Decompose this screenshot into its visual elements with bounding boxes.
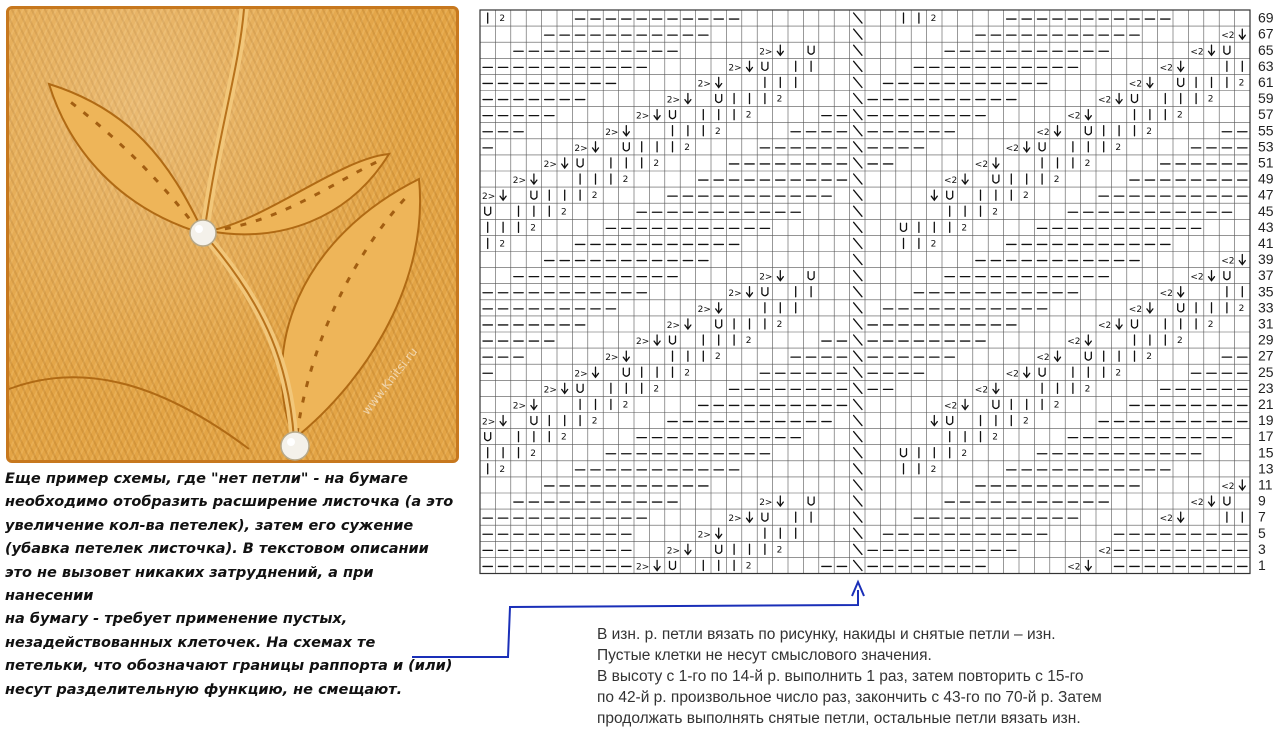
down-arrow-mark — [1055, 126, 1061, 136]
row-label: 27 — [1258, 347, 1274, 364]
slipped-stitch-mark — [854, 126, 862, 136]
yarn-over-mark — [993, 175, 999, 183]
slipped-stitch-mark — [854, 432, 862, 442]
decrease-mark: 2> — [728, 288, 742, 299]
mirror-decrease-mark: 2 — [930, 14, 937, 25]
slipped-stitch-mark — [854, 416, 862, 426]
mirror-decrease-mark: 2 — [930, 239, 937, 250]
down-arrow-mark — [931, 190, 937, 200]
down-arrow-mark — [777, 496, 783, 506]
down-arrow-mark — [1239, 480, 1245, 490]
yarn-over-mark — [1178, 78, 1184, 86]
slipped-stitch-mark — [854, 464, 862, 474]
decrease-mark: <2 — [1190, 498, 1204, 509]
yarn-over-mark — [1039, 143, 1045, 151]
row-label: 43 — [1258, 218, 1274, 235]
mirror-decrease-mark: 2 — [992, 432, 998, 443]
decrease-mark: <2 — [1098, 95, 1112, 106]
slipped-stitch-mark — [854, 110, 862, 120]
slipped-stitch-mark — [854, 383, 862, 393]
mirror-decrease-mark: 2 — [745, 110, 752, 121]
yarn-over-mark — [901, 223, 907, 231]
mirror-decrease-mark: 2 — [776, 94, 783, 105]
decrease-mark: 2> — [574, 143, 588, 154]
yarn-over-mark — [993, 400, 999, 408]
row-label: 15 — [1258, 444, 1274, 461]
mirror-decrease-mark: 2 — [591, 416, 598, 427]
decrease-mark: <2 — [944, 401, 958, 412]
down-arrow-mark — [931, 416, 937, 426]
slipped-stitch-mark — [854, 351, 862, 361]
mirror-decrease-mark: 2 — [622, 175, 629, 186]
mirror-decrease-mark: 2 — [561, 432, 567, 443]
row-label: 17 — [1258, 428, 1274, 445]
decrease-mark: <2 — [1159, 514, 1173, 525]
decrease-mark: <2 — [1067, 111, 1081, 122]
down-arrow-mark — [1178, 287, 1184, 297]
down-arrow-mark — [593, 142, 599, 152]
description-line: необходимо отобразить расширение листочка (а это — [5, 494, 454, 511]
row-label: 33 — [1258, 299, 1274, 316]
description-line: петельки, что обозначают границы раппорта и (или) — [5, 658, 453, 675]
row-label: 69 — [1258, 9, 1274, 26]
decrease-mark: <2 — [1128, 79, 1143, 90]
decrease-mark: 2> — [697, 530, 711, 541]
yarn-over-mark — [1039, 368, 1045, 376]
down-arrow-mark — [623, 126, 629, 136]
yarn-over-mark — [623, 143, 629, 151]
decrease-mark: <2 — [1067, 337, 1081, 348]
mirror-decrease-mark: 2 — [684, 142, 690, 153]
down-arrow-mark — [562, 158, 568, 168]
row-label: 21 — [1258, 395, 1274, 412]
down-arrow-mark — [1085, 110, 1091, 120]
mirror-decrease-mark: 2 — [776, 545, 783, 556]
decrease-mark: <2 — [1190, 272, 1204, 283]
yarn-over-mark — [623, 368, 629, 376]
slipped-stitch-mark — [854, 142, 862, 152]
mirror-decrease-mark: 2 — [622, 400, 629, 411]
description-line: незадействованных клеточек. На схемах те — [5, 634, 376, 651]
down-arrow-mark — [993, 383, 999, 393]
mirror-decrease-mark: 2 — [1238, 78, 1245, 89]
mirror-decrease-mark: 2 — [1146, 126, 1152, 137]
slipped-stitch-mark — [854, 528, 862, 538]
down-arrow-mark — [747, 61, 753, 71]
row-label: 61 — [1258, 73, 1274, 90]
slipped-stitch-mark — [854, 206, 862, 216]
yarn-over-mark — [1224, 272, 1230, 280]
mirror-decrease-mark: 2 — [1207, 320, 1214, 330]
down-arrow-mark — [500, 190, 506, 200]
slipped-stitch-mark — [854, 480, 862, 490]
yarn-over-mark — [716, 545, 722, 553]
row-label: 7 — [1258, 508, 1266, 525]
mirror-decrease-mark: 2 — [776, 320, 783, 330]
slipped-stitch-mark — [854, 255, 862, 265]
row-label: 5 — [1258, 524, 1266, 541]
chart-symbols — [482, 13, 1247, 573]
row-label: 9 — [1258, 492, 1266, 509]
yarn-over-mark — [577, 159, 583, 167]
down-arrow-mark — [1085, 335, 1091, 345]
yarn-over-mark — [1132, 95, 1138, 103]
yarn-over-mark — [1224, 497, 1230, 505]
decrease-mark: 2> — [728, 63, 742, 74]
decrease-mark: <2 — [1005, 143, 1019, 154]
mirror-decrease-mark: 2 — [1177, 110, 1183, 121]
row-label: 13 — [1258, 460, 1274, 477]
mirror-decrease-mark: 2 — [1023, 416, 1029, 427]
decrease-mark: <2 — [1005, 369, 1019, 380]
yarn-over-mark — [531, 417, 537, 425]
mirror-decrease-mark: 2 — [1053, 175, 1060, 186]
mirror-decrease-mark: 2 — [1084, 384, 1091, 395]
down-arrow-mark — [685, 94, 691, 104]
decrease-mark: 2> — [759, 498, 773, 509]
row-label: 11 — [1258, 476, 1273, 493]
decrease-mark: <2 — [944, 176, 958, 187]
decrease-mark: <2 — [1067, 562, 1081, 573]
row-label: 53 — [1258, 138, 1274, 155]
slipped-stitch-mark — [854, 61, 862, 71]
decrease-mark: 2> — [605, 127, 619, 138]
decrease-mark: 2> — [512, 176, 527, 187]
decrease-mark: <2 — [1159, 288, 1173, 299]
down-arrow-mark — [1209, 45, 1215, 55]
down-arrow-mark — [531, 399, 537, 409]
decrease-mark: 2> — [666, 546, 681, 557]
decrease-mark: <2 — [1036, 353, 1050, 364]
description-line: на бумагу - требует применение пустых, — [5, 611, 348, 628]
slipped-stitch-mark — [854, 222, 862, 232]
slipped-stitch-mark — [854, 496, 862, 506]
decrease-mark: 2> — [697, 79, 711, 90]
mirror-decrease-mark: 2 — [591, 191, 598, 202]
mirror-decrease-mark: 2 — [1207, 94, 1214, 105]
slipped-stitch-mark — [854, 303, 862, 313]
decrease-mark: <2 — [1221, 256, 1235, 267]
yarn-over-mark — [716, 320, 722, 328]
knitting-chart — [478, 8, 1274, 583]
yarn-over-mark — [531, 191, 537, 199]
down-arrow-mark — [747, 512, 753, 522]
decrease-mark: 2> — [759, 272, 773, 283]
knitted-leaf-photo — [6, 6, 459, 463]
description-line: увеличение кол-ва петелек), затем его сужение — [5, 517, 414, 534]
down-arrow-mark — [623, 351, 629, 361]
slipped-stitch-mark — [854, 319, 862, 329]
description-text — [5, 468, 467, 702]
slipped-stitch-mark — [854, 544, 862, 554]
decrease-mark: 2> — [636, 111, 650, 122]
decrease-mark: 2> — [636, 337, 650, 348]
decrease-mark: 2> — [482, 192, 496, 203]
row-label: 67 — [1258, 25, 1274, 42]
description-line: это не вызовет никаких затруднений, а при нанесении — [5, 564, 374, 605]
row-label: 63 — [1258, 57, 1274, 74]
down-arrow-mark — [562, 383, 568, 393]
mirror-decrease-mark: 2 — [1053, 400, 1060, 411]
decrease-mark: 2> — [543, 385, 557, 396]
mirror-decrease-mark: 2 — [499, 464, 506, 475]
mirror-decrease-mark: 2 — [1115, 142, 1122, 153]
mirror-decrease-mark: 2 — [715, 126, 721, 137]
slipped-stitch-mark — [854, 29, 862, 39]
yarn-over-mark — [901, 449, 907, 457]
yarn-over-mark — [947, 417, 953, 425]
yarn-over-mark — [1085, 127, 1091, 135]
slipped-stitch-mark — [854, 190, 862, 200]
decrease-mark: 2> — [697, 304, 711, 315]
yarn-over-mark — [1224, 46, 1230, 54]
down-arrow-mark — [593, 367, 599, 377]
yarn-over-mark — [762, 513, 768, 521]
slipped-stitch-mark — [854, 174, 862, 184]
mirror-decrease-mark: 2 — [992, 207, 998, 218]
row-label: 3 — [1258, 540, 1266, 557]
chart-legend — [597, 624, 1237, 729]
yarn-over-mark — [716, 95, 722, 103]
slipped-stitch-mark — [854, 158, 862, 168]
down-arrow-mark — [685, 319, 691, 329]
row-label: 25 — [1258, 363, 1274, 380]
down-arrow-mark — [1024, 142, 1030, 152]
decrease-mark: <2 — [1159, 63, 1173, 74]
yarn-over-mark — [808, 497, 814, 505]
slipped-stitch-mark — [854, 287, 862, 297]
slipped-stitch-mark — [854, 335, 862, 345]
down-arrow-mark — [962, 174, 968, 184]
yarn-over-mark — [670, 336, 676, 344]
row-label: 41 — [1258, 234, 1274, 251]
mirror-decrease-mark: 2 — [561, 207, 567, 218]
legend-line: Пустые клетки не несут смыслового значения. — [597, 647, 932, 664]
slipped-stitch-mark — [854, 560, 862, 570]
decrease-mark: 2> — [759, 47, 773, 58]
down-arrow-mark — [993, 158, 999, 168]
decrease-mark: 2> — [482, 417, 496, 428]
yarn-over-mark — [670, 561, 676, 569]
decrease-mark: <2 — [1221, 31, 1235, 42]
yarn-over-mark — [808, 46, 814, 54]
mirror-decrease-mark: 2 — [745, 561, 752, 572]
slipped-stitch-mark — [854, 448, 862, 458]
yarn-over-mark — [762, 288, 768, 296]
down-arrow-mark — [1209, 271, 1215, 281]
decrease-mark: 2> — [666, 321, 681, 331]
chart-grid — [480, 10, 1250, 574]
mirror-decrease-mark: 2 — [499, 239, 506, 250]
decrease-mark: <2 — [974, 385, 989, 396]
decrease-mark: 2> — [543, 160, 557, 170]
yarn-over-mark — [670, 111, 676, 119]
mirror-decrease-mark: 2 — [684, 368, 690, 379]
decrease-mark: <2 — [1221, 482, 1235, 492]
down-arrow-mark — [716, 528, 722, 538]
legend-line: В высоту с 1-го по 14-й р. выполнить 1 раз, затем повторить с 15-го — [597, 668, 1084, 685]
mirror-decrease-mark: 2 — [961, 448, 968, 459]
row-label: 51 — [1258, 154, 1274, 171]
row-label: 39 — [1258, 251, 1274, 268]
arrow-head-icon — [852, 582, 864, 596]
mirror-decrease-mark: 2 — [530, 448, 536, 459]
mirror-decrease-mark: 2 — [715, 352, 721, 363]
down-arrow-mark — [747, 287, 753, 297]
decrease-mark: <2 — [1036, 127, 1050, 138]
yarn-over-mark — [1132, 320, 1138, 328]
down-arrow-mark — [716, 303, 722, 313]
legend-line: продолжать выполнять снятые петли, остальные петли вязать изн. — [597, 710, 1081, 727]
mirror-decrease-mark: 2 — [1146, 352, 1152, 363]
legend-line: В изн. р. петли вязать по рисунку, накиды и снятые петли – изн. — [597, 626, 1056, 643]
down-arrow-mark — [716, 77, 722, 87]
row-label: 47 — [1258, 186, 1274, 203]
down-arrow-mark — [777, 45, 783, 55]
mirror-decrease-mark: 2 — [1023, 191, 1029, 202]
row-label: 23 — [1258, 379, 1274, 396]
yarn-over-mark — [1178, 304, 1184, 312]
down-arrow-mark — [654, 560, 660, 570]
mirror-decrease-mark: 2 — [1115, 368, 1122, 379]
mirror-decrease-mark: 2 — [930, 464, 937, 475]
mirror-decrease-mark: 2 — [745, 336, 752, 347]
yarn-over-mark — [485, 433, 491, 441]
mirror-decrease-mark: 2 — [530, 223, 536, 234]
mirror-decrease-mark: 2 — [961, 223, 968, 234]
down-arrow-mark — [1209, 496, 1215, 506]
row-label: 19 — [1258, 412, 1274, 429]
yarn-over-mark — [577, 384, 583, 392]
mirror-decrease-mark: 2 — [653, 384, 660, 395]
slipped-stitch-mark — [854, 512, 862, 522]
down-arrow-mark — [1085, 560, 1091, 570]
yarn-over-mark — [1085, 352, 1091, 360]
down-arrow-mark — [654, 110, 660, 120]
slipped-stitch-mark — [854, 77, 862, 87]
mirror-decrease-mark: 2 — [653, 159, 660, 169]
down-arrow-mark — [1178, 512, 1184, 522]
down-arrow-mark — [1024, 367, 1030, 377]
slipped-stitch-mark — [854, 94, 862, 104]
mirror-decrease-mark: 2 — [1177, 336, 1183, 347]
yarn-over-mark — [808, 272, 814, 280]
down-arrow-mark — [1178, 61, 1184, 71]
legend-line: по 42-й р. произвольное число раз, закончить с 43-го по 70-й р. Затем — [597, 689, 1102, 706]
row-label: 45 — [1258, 202, 1274, 219]
down-arrow-mark — [1239, 255, 1245, 265]
decrease-mark: 2> — [512, 401, 527, 412]
row-label: 57 — [1258, 106, 1274, 123]
slipped-stitch-mark — [854, 238, 862, 248]
decrease-mark: <2 — [1190, 47, 1204, 58]
description-line: (убавка петелек листочка). В текстовом описании — [5, 541, 429, 558]
yarn-over-mark — [485, 207, 491, 215]
slipped-stitch-mark — [854, 13, 862, 23]
slipped-stitch-mark — [854, 45, 862, 55]
row-label: 65 — [1258, 41, 1274, 58]
description-line: Еще пример схемы, где "нет петли" - на бумаге — [5, 471, 408, 487]
decrease-mark: 2> — [666, 95, 681, 106]
row-label: 1 — [1258, 556, 1266, 573]
down-arrow-mark — [1239, 29, 1245, 39]
down-arrow-mark — [531, 174, 537, 184]
down-arrow-mark — [777, 271, 783, 281]
decrease-mark: <2 — [1098, 546, 1112, 557]
down-arrow-mark — [1055, 351, 1061, 361]
row-label: 31 — [1258, 315, 1274, 332]
decrease-mark: <2 — [974, 160, 989, 170]
slipped-stitch-mark — [854, 399, 862, 409]
slipped-stitch-mark — [854, 271, 862, 281]
row-label: 49 — [1258, 170, 1274, 187]
row-label: 37 — [1258, 267, 1274, 284]
row-label: 35 — [1258, 283, 1274, 300]
down-arrow-mark — [500, 416, 506, 426]
down-arrow-mark — [685, 544, 691, 554]
row-label: 59 — [1258, 90, 1274, 107]
down-arrow-mark — [962, 399, 968, 409]
mirror-decrease-mark: 2 — [499, 14, 506, 25]
yarn-over-mark — [762, 62, 768, 70]
description-line: несут разделительную функцию, не смещают. — [5, 681, 403, 698]
decrease-mark: 2> — [574, 369, 588, 380]
down-arrow-mark — [1147, 77, 1153, 87]
down-arrow-mark — [1147, 303, 1153, 313]
row-label: 29 — [1258, 331, 1274, 348]
mirror-decrease-mark: 2 — [1084, 159, 1091, 169]
down-arrow-mark — [1116, 94, 1122, 104]
decrease-mark: 2> — [605, 353, 619, 364]
watermark-text: www.Knitsi.ru — [359, 344, 421, 418]
decrease-mark: <2 — [1098, 321, 1112, 331]
down-arrow-mark — [1116, 319, 1122, 329]
mirror-decrease-mark: 2 — [1238, 303, 1245, 314]
decrease-mark: <2 — [1128, 304, 1143, 315]
decrease-mark: 2> — [636, 562, 650, 573]
decrease-mark: 2> — [728, 514, 742, 525]
slipped-stitch-mark — [854, 367, 862, 377]
yarn-over-mark — [947, 191, 953, 199]
down-arrow-mark — [654, 335, 660, 345]
chart-row-labels — [1258, 10, 1274, 573]
row-label: 55 — [1258, 122, 1274, 139]
